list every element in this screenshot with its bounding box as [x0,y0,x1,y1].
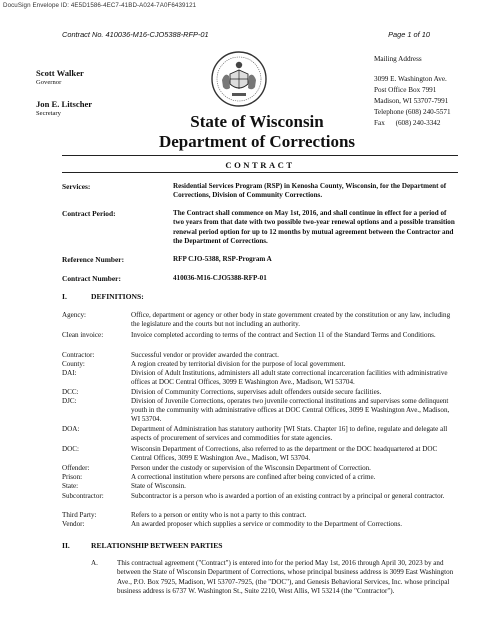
definition-term: DAI: [62,369,77,377]
definition-text: Person under the custody or supervision of the Wisconsin Department of Correction. [131,464,371,472]
definition-text: Office, department or agency or other body in state government created by the constitution or any law, including the legislature and the courts but not including an authority. [131,311,451,329]
definition-text: An awarded proposer which supplies a service or commodity to the Department of Corrections. [131,520,403,528]
docusign-envelope-id: DocuSign Envelope ID: 4E5D1586-4EC7-41BD-A024-7A0F6439121 [3,2,197,9]
letterhead-title [150,112,364,152]
wisconsin-state-seal-icon [210,50,268,108]
definition-term: DOA: [62,425,80,433]
header-contract-number: Contract No. 410036-M16-CJO5388-RFP-01 [62,30,209,39]
mailing-street: 3099 E. Washington Ave. [374,75,447,83]
definition-text: Refers to a person or entity who is not a party to this contract. [131,511,307,519]
mailing-spacer [374,65,451,74]
definition-text: Wisconsin Department of Corrections, also referred to as the department or the DOC headquartered at DOC Central Offices, 3099 E Washington Ave., Madison, WI 53704. [131,445,438,463]
definition-term: Prison: [62,473,83,481]
definition-text: Successful vendor or provider awarded the contract. [131,351,279,359]
definition-term: Offender: [62,464,90,472]
secretary-title: Secretary [36,110,61,117]
divider-top [62,155,458,156]
definition-term: State: [62,482,79,490]
services-value: Residential Services Program (RSP) in Kenosha County, Wisconsin, for the Department of Corrections, Division of Community Corrections. [173,182,447,200]
definition-text: Department of Administration has statutory authority [WI Stats. Chapter 16] to define, regulate and delegate all aspects of procurement of services and commodities for state agencies. [131,425,448,443]
mailing-fax: Fax (608) 240-3342 [374,119,441,127]
mailing-city: Madison, WI 53707-7991 [374,97,449,105]
services-label: Services: [62,182,91,191]
department-name: Department of Corrections [158,132,356,151]
contract-number-label: Contract Number: [62,274,121,283]
definitions-section-title: DEFINITIONS: [91,292,144,301]
definition-text: Division of Adult Institutions, administers all adult state correctional incarceration facilities with administrative offices at DOC Central Offices, 3099 E Washington Ave., Madison, WI 53704. [131,369,448,387]
mailing-heading: Mailing Address [374,55,422,63]
definition-term: County: [62,360,85,368]
definition-text: Division of Community Corrections, supervises adult offenders outside secure facilities. [131,388,382,396]
mailing-po-box: Post Office Box 7991 [374,86,437,94]
definition-term: DOC: [62,445,79,453]
contract-number-value: 410036-M16-CJO5388-RFP-01 [173,274,267,282]
relationship-item-text: This contractual agreement ("Contract") is entered into for the period May 1st, 2016 through April 30, 2023 by and between the State of Wisconsin Department of Corrections, whose principal business address is 3099 East Washington Ave., P.O. Box 7925, Madison, WI 53707-7925, (the "DOC"), and Genesis Behavioral Services, Inc. whose principal business address is 6737 W. Washington St., Suite 2210, West Allis, WI 53214 (the "Contractor"). [117,559,454,596]
page-number: Page 1 of 10 [388,30,430,39]
definition-term: Third Party: [62,511,97,519]
relationship-section-title: RELATIONSHIP BETWEEN PARTIES [91,541,223,550]
contract-period-label: Contract Period: [62,209,116,218]
definition-term: Clean invoice: [62,331,104,339]
definition-text: Subcontractor is a person who is awarded a portion of an existing contract by a principal or general contractor. [131,492,445,500]
divider-bottom [62,172,458,173]
definition-text: A correctional institution where persons are confined after being convicted of a crime. [131,473,376,481]
definition-term: Vendor: [62,520,85,528]
reference-number-label: Reference Number: [62,255,125,264]
definition-text: Division of Juvenile Corrections, operates two juvenile correctional institutions and supervises some delinquent youth in the community with administrative offices at DOC Central Offices, 3099 E Washington Ave., Madison, WI 53704. [131,397,450,424]
governor-name: Scott Walker [36,68,84,78]
secretary-name: Jon E. Litscher [36,99,93,109]
relationship-item-letter: A. [91,559,98,567]
definition-term: DJC: [62,397,77,405]
governor-title: Governor [36,79,62,86]
definition-term: Contractor: [62,351,95,359]
definition-text: State of Wisconsin. [131,482,186,490]
definition-text: A region created by territorial division for the purpose of local government. [131,360,346,368]
relationship-section-number: II. [62,541,70,550]
definitions-section-number: I. [62,292,67,301]
mailing-address-block [374,54,451,129]
definition-term: Agency: [62,311,87,319]
mailing-telephone: Telephone (608) 240-5571 [374,108,451,116]
contract-heading: CONTRACT [225,160,295,170]
definition-text: Invoice completed according to terms of the contract and Section 11 of the Standard Terms and Conditions. [131,331,436,339]
contract-period-value: The Contract shall commence on May 1st, 2016, and shall continue in effect for a period of two years from that date with two possible two-year renewal options and a possible transition renewal period option for up to 12 months by mutual agreement between the Contractor and the Department of Corrections. [173,209,455,246]
definition-term: DCC: [62,388,79,396]
definition-term: Subcontractor: [62,492,104,500]
state-name: State of Wisconsin [190,112,324,131]
reference-number-value: RFP CJO-5388, RSP-Program A [173,255,272,263]
